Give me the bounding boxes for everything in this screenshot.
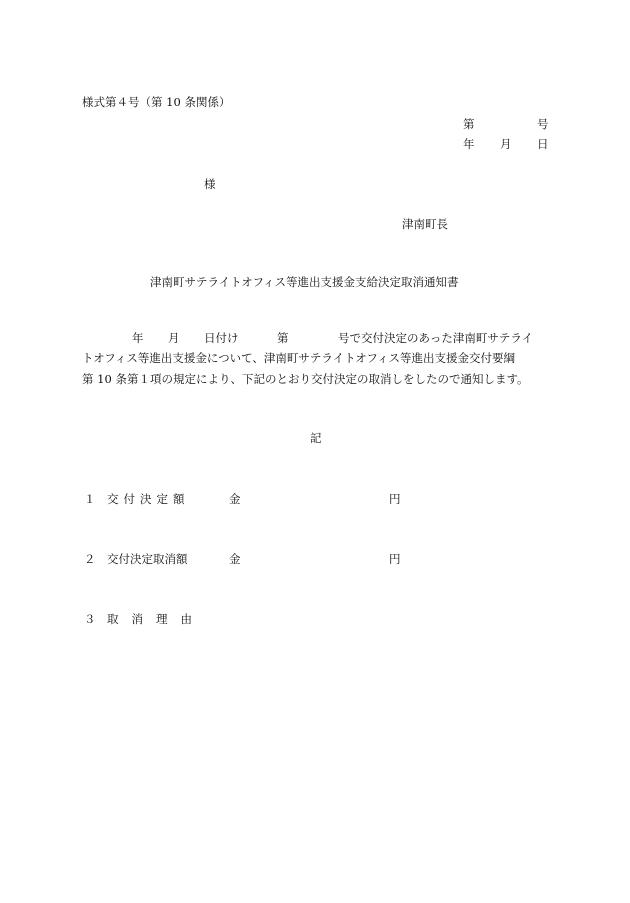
- date-month: 月: [500, 137, 512, 151]
- ref-dai: 第: [463, 117, 475, 131]
- item-kin: 金: [229, 492, 241, 506]
- form-number: 様式第４号（第 10 条関係）: [82, 95, 231, 109]
- body-line-1: [82, 333, 548, 347]
- item-label: 取消理由: [107, 612, 205, 626]
- item-kin: 金: [229, 552, 241, 566]
- date-year: 年: [463, 137, 475, 151]
- item-number: ２: [84, 552, 96, 566]
- body-month: 月: [168, 331, 180, 345]
- body-year: 年: [132, 331, 144, 345]
- item-yen: 円: [389, 492, 401, 506]
- addressee-suffix: 様: [204, 177, 216, 191]
- item-label: 交付決定取消額: [107, 552, 188, 566]
- body-line-2: トオフィス等進出支援金について、津南町サテライトオフィス等進出支援金交付要綱: [82, 351, 515, 365]
- item-number: ３: [84, 612, 96, 626]
- body-line-3: 第 10 条第１項の規定により、下記のとおり交付決定の取消しをしたので通知します。: [82, 372, 529, 386]
- body-dai: 第: [277, 331, 289, 345]
- ref-go: 号: [537, 117, 549, 131]
- ki-heading: 記: [310, 431, 322, 445]
- reference-number: [463, 117, 549, 131]
- issue-date: [463, 137, 549, 151]
- issuer-name: 津南町長: [402, 217, 448, 231]
- body-line1-rest: 号で交付決定のあった津南町サテライ: [338, 331, 534, 345]
- document-title: 津南町サテライトオフィス等進出支援金支給決定取消通知書: [150, 275, 459, 289]
- date-day: 日: [537, 137, 549, 151]
- item-label: 交付決定額: [107, 492, 190, 506]
- body-hizuke: 日付け: [204, 331, 239, 345]
- item-number: １: [84, 492, 96, 506]
- item-yen: 円: [389, 552, 401, 566]
